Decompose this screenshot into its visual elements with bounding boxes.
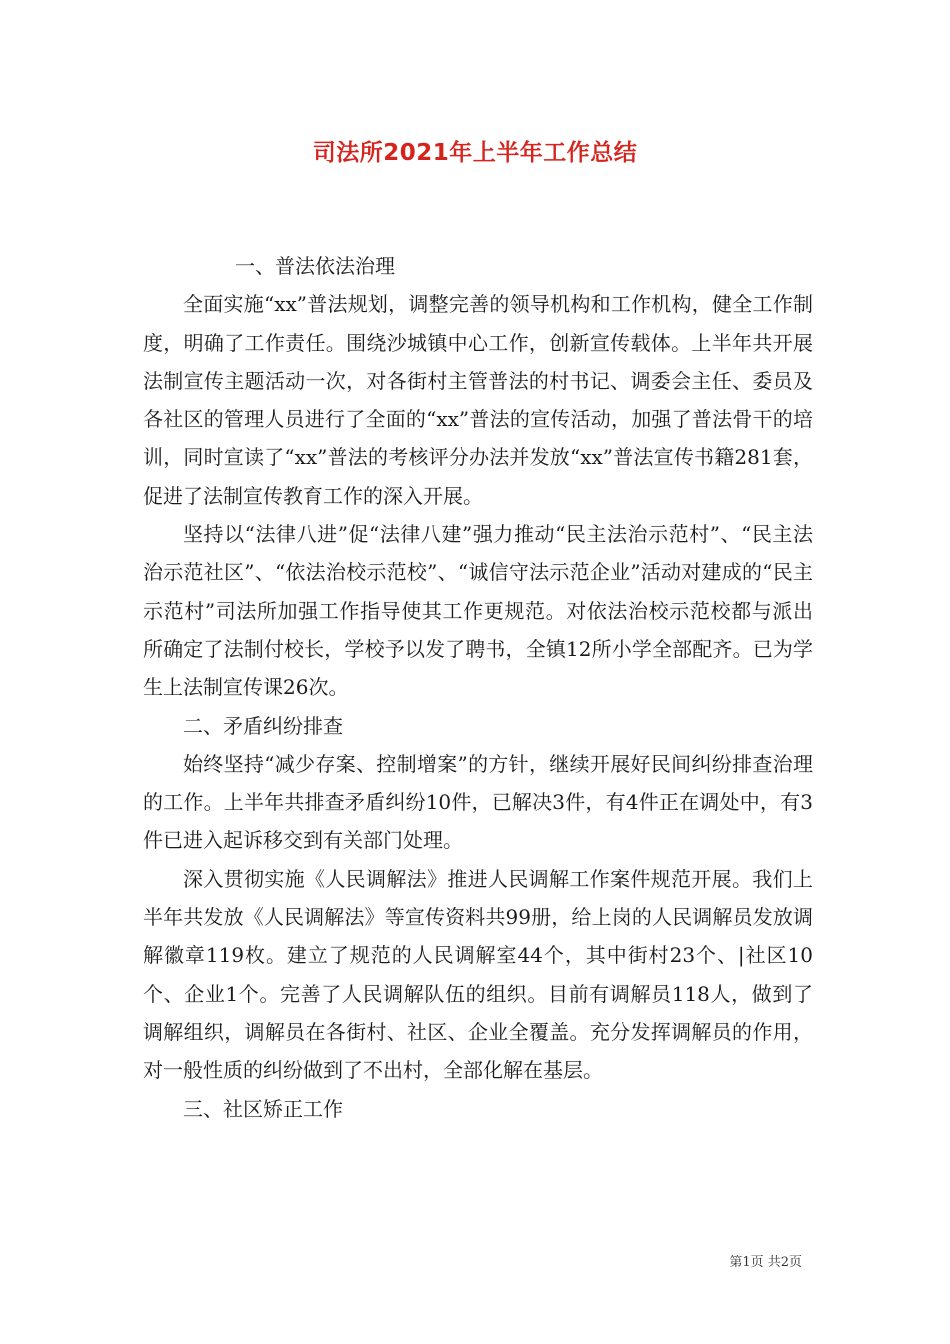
document-title: 司法所2021年上半年工作总结: [312, 140, 638, 166]
paragraph: 深入贯彻实施《人民调解法》推进人民调解工作案件规范开展。我们上半年共发放《人民调解法》等宣传资料共99册，给上岗的人民调解员发放调解徽章119枚。建立了规范的人民调解室44个，其中街村23个、|社区10个、企业1个。完善了人民调解队伍的组织。目前有调解员118人，做到了调解组织，调解员在各街村、社区、企业全覆盖。充分发挥调解员的作用，对一般性质的纠纷做到了不出村，全部化解在基层。: [143, 866, 813, 1083]
section-heading-3: 三、社区矫正工作: [183, 1096, 343, 1121]
paragraph: 坚持以“法律八进”促“法律八建”强力推动“民主法治示范村”、“民主法治示范社区”、“依法治校示范校”、“诚信守法示范企业”活动对建成的“民主示范村”司法所加强工作指导使其工作更规范。对依法治校示范校都与派出所确定了法制付校长，学校予以发了聘书，全镇12所小学全部配齐。已为学生上法制宣传课26次。: [143, 522, 813, 700]
paragraph: 全面实施“xx”普法规划，调整完善的领导机构和工作机构，健全工作制度，明确了工作责任。围绕沙城镇中心工作，创新宣传载体。上半年共开展法制宣传主题活动一次，对各街村主管普法的村书记、调委会主任、委员及各社区的管理人员进行了全面的“xx”普法的宣传活动，加强了普法骨干的培训，同时宣读了“xx”普法的考核评分办法并发放“xx”普法宣传书籍281套，促进了法制宣传教育工作的深入开展。: [143, 292, 813, 508]
page-number: 第1页 共2页: [729, 1255, 802, 1270]
section-heading-1: 一、普法依法治理: [235, 254, 395, 278]
section-heading-2: 二、矛盾纠纷排查: [183, 713, 343, 738]
document-body: [143, 247, 813, 1128]
paragraph: 始终坚持“减少存案、控制增案”的方针，继续开展好民间纠纷排查治理的工作。上半年共排查矛盾纠纷10件，已解决3件，有4件正在调处中，有3件已进入起诉移交到有关部门处理。: [143, 751, 813, 853]
